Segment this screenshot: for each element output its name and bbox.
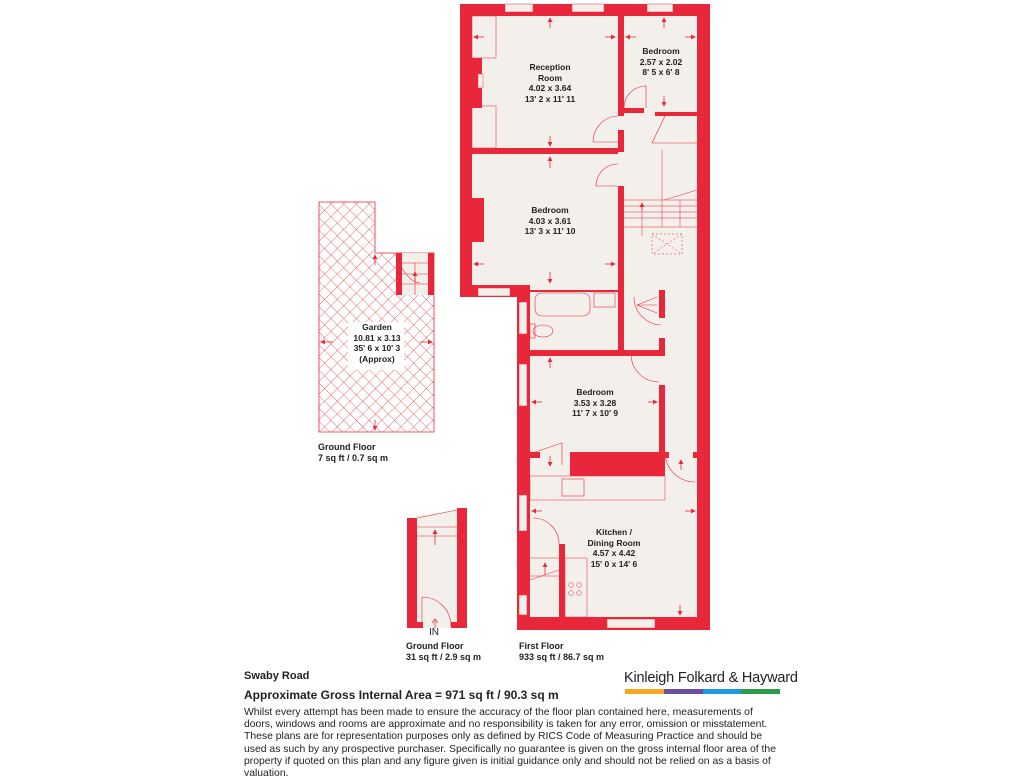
entrance-area [407, 508, 467, 628]
brand-color-bar [625, 689, 780, 694]
room-imperial: 13' 3 x 11' 10 [524, 226, 576, 236]
room-metric: 4.02 x 3.64 [528, 83, 572, 93]
room-imperial: 35' 6 x 10' 3 [353, 343, 401, 353]
room-imperial: 13' 2 x 11' 11 [524, 93, 576, 104]
room-metric: 4.03 x 3.61 [528, 215, 572, 226]
room-imperial: 11' 7 x 10' 9 [571, 408, 619, 418]
room-metric: 4.57 x 4.42 [592, 548, 636, 558]
brand-bar-green [741, 689, 780, 694]
entrance-label: IN [429, 627, 439, 638]
room-label-bedroom-lower [550, 387, 640, 419]
room-label-bedroom-middle [505, 205, 595, 237]
room-name: Bedroom [576, 387, 614, 397]
room-name: Garden [362, 322, 392, 332]
room-label-garden [342, 322, 412, 364]
property-name: Swaby Road [244, 670, 310, 682]
room-imperial: 8' 5 x 6' 8 [642, 67, 680, 77]
room-name: Kitchen / [596, 527, 632, 537]
floor-name: Ground Floor [406, 641, 464, 651]
room-name: Room [537, 72, 563, 83]
brand-logo-text: Kinleigh Folkard & Hayward [624, 670, 798, 686]
room-name: Bedroom [531, 205, 569, 215]
gross-internal-area: Approximate Gross Internal Area = 971 sq ft / 90.3 sq m [244, 688, 559, 702]
room-imperial: 15' 0 x 14' 6 [590, 558, 638, 569]
room-note: (Approx) [359, 353, 395, 364]
room-name: Bedroom [642, 46, 680, 56]
brand-bar-orange [625, 689, 664, 694]
room-name: Reception [529, 62, 571, 72]
room-label-reception [510, 62, 590, 104]
floor-area: 31 sq ft / 2.9 sq m [406, 652, 482, 662]
floor-caption-first [519, 641, 604, 663]
floor-name: Ground Floor [318, 442, 376, 452]
floor-area: 7 sq ft / 0.7 sq m [318, 453, 389, 463]
room-label-bedroom-small [630, 46, 692, 78]
brand-bar-purple [664, 689, 703, 694]
brand-bar-blue [703, 689, 742, 694]
floor-area: 933 sq ft / 86.7 sq m [519, 652, 605, 662]
garden-area [319, 202, 434, 432]
floor-name: First Floor [519, 641, 564, 651]
room-name: Dining Room [587, 537, 641, 548]
disclaimer-text: Whilst every attempt has been made to ensure the accuracy of the floor plan contained here, measurements of doors, windows and rooms are approximate and no responsibility is taken for any error, omission or misstatement. These plans are for representation purposes only as defined by RICS Code of Measuring Practice and should be used as such by any prospective purchaser. Specifically no guarantee is given on the gross internal floor area of the property if quoted on this plan and any figure given is initial guidance only and should not be relied on as a basis of valuation. [244, 707, 776, 780]
room-metric: 3.53 x 3.28 [573, 397, 617, 408]
floor-caption-ground-entrance [406, 641, 481, 663]
room-metric: 10.81 x 3.13 [353, 332, 401, 343]
room-label-kitchen [574, 527, 654, 569]
room-metric: 2.57 x 2.02 [639, 56, 683, 67]
floor-caption-ground-garden [318, 442, 388, 464]
